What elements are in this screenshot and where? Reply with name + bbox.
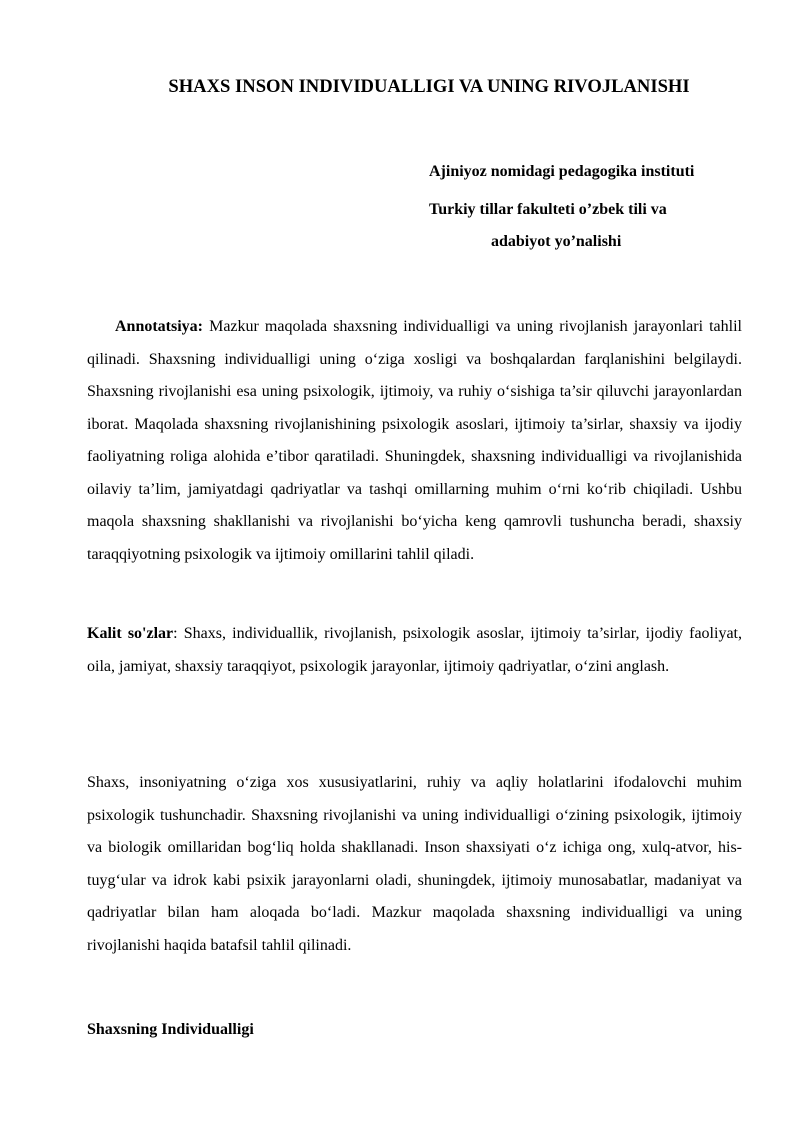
affiliation-direction: adabiyot yo’nalishi <box>491 233 622 250</box>
keywords-label: Kalit so'zlar <box>87 625 174 642</box>
section-heading: Shaxsning Individualligi <box>87 1021 254 1038</box>
intro-paragraph: Shaxs, insoniyatning o‘ziga xos xususiyatlarini, ruhiy va aqliy holatlarini ifodalovchi muhim psixologik tushunchadir. Shaxsning rivojlanishi va uning individualligi o‘zining psixologik, ijtimoiy va biologik omillaridan bog‘liq holda shakllanadi. Inson shaxsiyati o‘z ichiga ong, xulq-atvor, his-tuyg‘ular va idrok kabi psixik jarayonlarni oladi, shuningdek, ijtimoiy munosabatlar, madaniyat va qadriyatlar bilan ham aloqada bo‘ladi. Mazkur maqolada shaxsning individualligi va uning rivojlanishi haqida batafsil tahlil qilinadi. <box>87 774 742 954</box>
abstract-label: Annotatsiya: <box>115 318 204 335</box>
abstract-paragraph <box>87 311 742 571</box>
affiliation-institute: Ajiniyoz nomidagi pedagogika instituti <box>429 163 695 180</box>
abstract-text: Mazkur maqolada shaxsning individualligi va uning rivojlanish jarayonlari tahlil qilinadi. Shaxsning individualligi uning o‘ziga xosligi va boshqalardan farqlanishini belgilaydi. Shaxsning rivojlanishi esa uning psixologik, ijtimoiy, va ruhiy o‘sishiga ta’sir qiluvchi jarayonlardan iborat. Maqolada shaxsning rivojlanishining psixologik asoslari, ijtimoiy ta’sirlar, shaxsiy va ijodiy faoliyatning roliga alohida e’tibor qaratiladi. Shuningdek, shaxsning individualligi va rivojlanishida oilaviy ta’lim, jamiyatdagi qadriyatlar va tashqi omillarning muhim o‘rni ko‘rib chiqiladi. Ushbu maqola shaxsning shakllanishi va rivojlanishi bo‘yicha keng qamrovli tushuncha beradi, shaxsiy taraqqiyotning psixologik va ijtimoiy omillarini tahlil qiladi. <box>87 318 742 563</box>
document-title: SHAXS INSON INDIVIDUALLIGI VA UNING RIVOJLANISHI <box>168 76 690 97</box>
keywords-text: : Shaxs, individuallik, rivojlanish, psixologik asoslar, ijtimoiy ta’sirlar, ijodiy faoliyat, oila, jamiyat, shaxsiy taraqqiyot, psixologik jarayonlar, ijtimoiy qadriyatlar, o‘zini anglash. <box>87 625 742 675</box>
keywords-paragraph <box>87 618 742 683</box>
affiliation-faculty: Turkiy tillar fakulteti o’zbek tili va <box>429 201 667 218</box>
